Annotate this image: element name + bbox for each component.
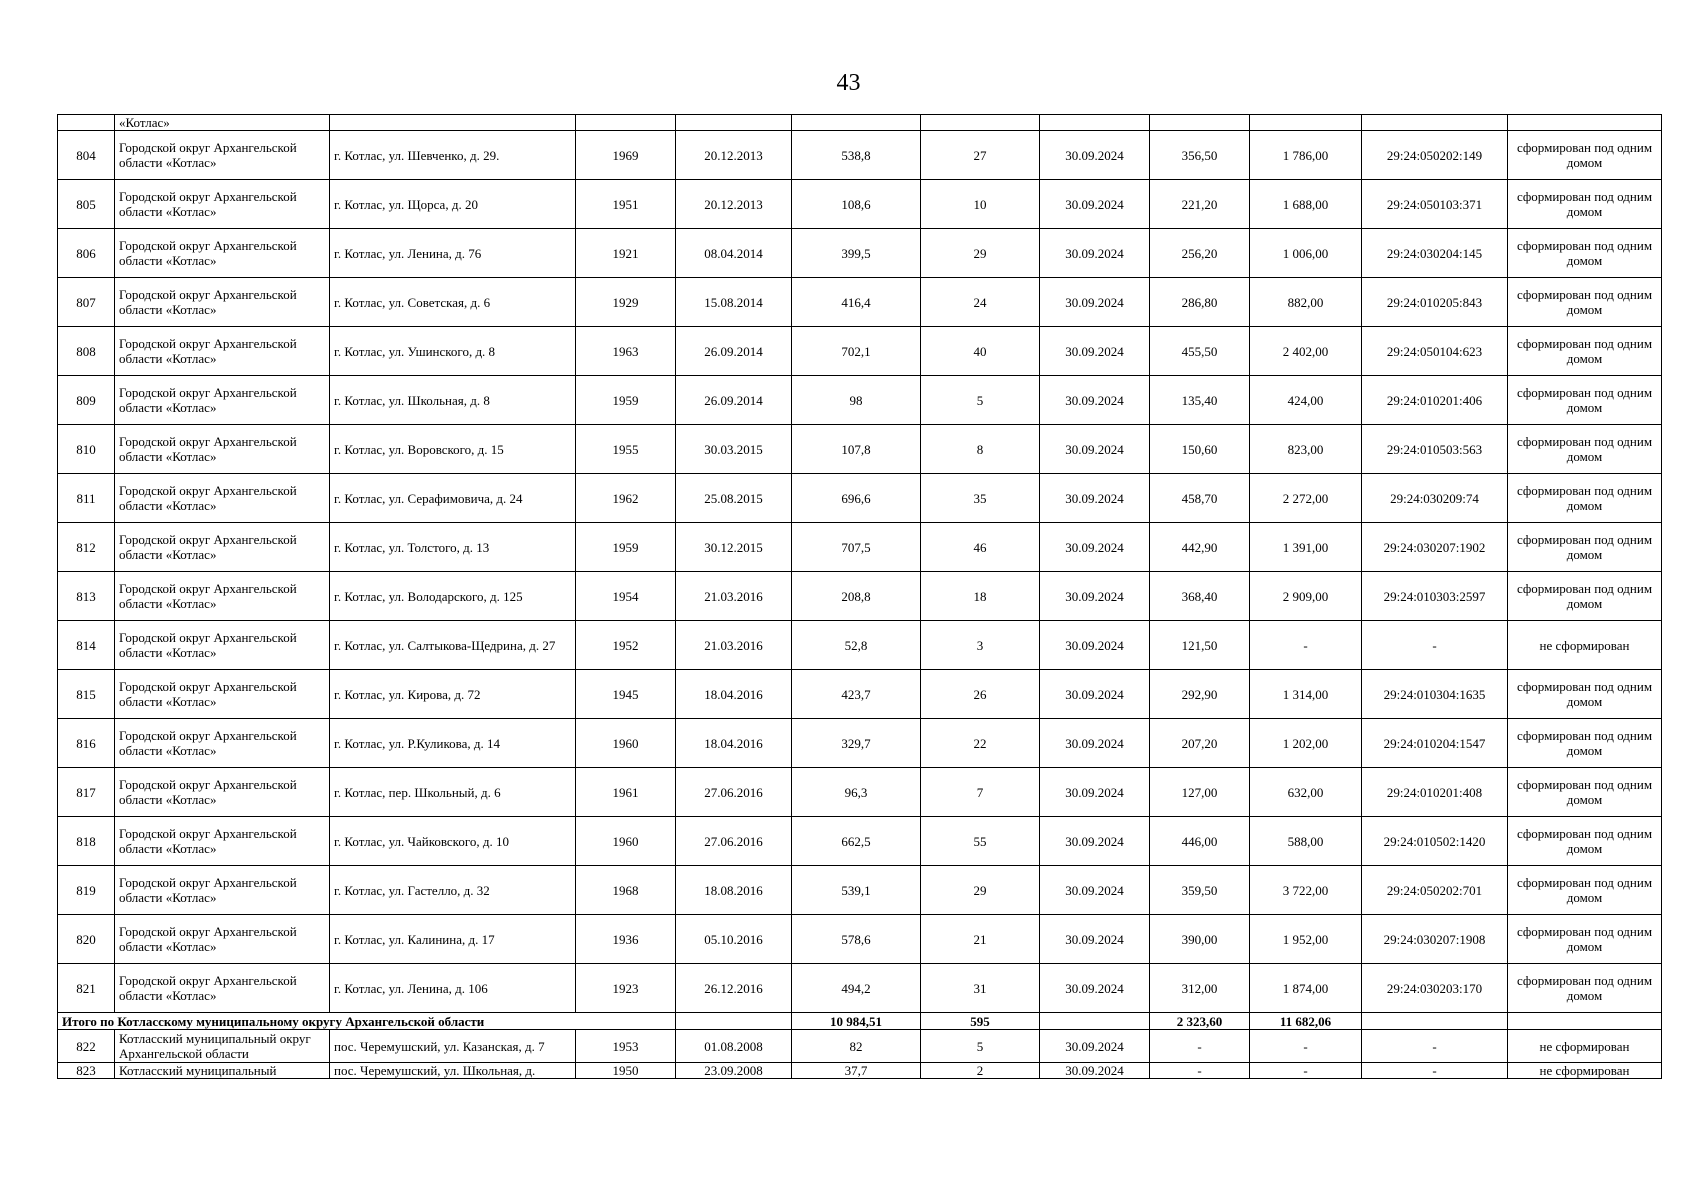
cell-date: 30.12.2015 (676, 523, 792, 572)
cell-address: г. Котлас, ул. Р.Куликова, д. 14 (330, 719, 576, 768)
cell-plan-date: 30.09.2024 (1040, 964, 1150, 1013)
cell-land-area: 882,00 (1250, 278, 1362, 327)
cell-area2-text: - (1197, 1063, 1202, 1078)
cell-residents: 55 (921, 817, 1040, 866)
cell-residents: 22 (921, 719, 1040, 768)
table-row (58, 1030, 1662, 1063)
cell-year: 1959 (576, 523, 676, 572)
cell-land-area: 1 688,00 (1250, 180, 1362, 229)
cell-area: 702,1 (792, 327, 921, 376)
table-row (58, 1063, 1662, 1079)
cell-year: 1960 (576, 719, 676, 768)
cell-date: 27.06.2016 (676, 817, 792, 866)
cell-owner: Городской округ Архангельской области «Котлас» (115, 817, 330, 866)
cell-date: 18.04.2016 (676, 670, 792, 719)
cell-year: 1962 (576, 474, 676, 523)
cell-cadastral (1362, 1063, 1508, 1079)
cell-address (330, 1063, 576, 1079)
cell-year: 1929 (576, 278, 676, 327)
total-area: 10 984,51 (792, 1013, 921, 1030)
cell-address: г. Котлас, ул. Школьная, д. 8 (330, 376, 576, 425)
cell-land-area: 2 272,00 (1250, 474, 1362, 523)
cell-date (676, 1013, 792, 1030)
cell-address-text: пос. Черемушский, ул. Школьная, д. (334, 1063, 536, 1078)
cell-date: 27.06.2016 (676, 768, 792, 817)
cell-address: г. Котлас, ул. Гастелло, д. 32 (330, 866, 576, 915)
cell-area2: 455,50 (1150, 327, 1250, 376)
cell-area: 52,8 (792, 621, 921, 670)
cell-land-area: 2 402,00 (1250, 327, 1362, 376)
cell-status: сформирован под одним домом (1508, 376, 1662, 425)
cell-year: 1963 (576, 327, 676, 376)
cell-date: 21.03.2016 (676, 621, 792, 670)
cell-date: 08.04.2014 (676, 229, 792, 278)
cell-owner: Городской округ Архангельской области «Котлас» (115, 131, 330, 180)
cell-no: 817 (58, 768, 115, 817)
cell-year: 1945 (576, 670, 676, 719)
cell-year (576, 1063, 676, 1079)
cell-no: 805 (58, 180, 115, 229)
cell-cadastral: - (1362, 621, 1508, 670)
cell-land-area: 588,00 (1250, 817, 1362, 866)
cell-owner: Городской округ Архангельской области «Котлас» (115, 572, 330, 621)
cell-address: г. Котлас, ул. Ушинского, д. 8 (330, 327, 576, 376)
cell-no: 814 (58, 621, 115, 670)
cell-area2 (1150, 115, 1250, 131)
cell-status: сформирован под одним домом (1508, 278, 1662, 327)
cell-area2: 207,20 (1150, 719, 1250, 768)
cell-cadastral (1362, 1013, 1508, 1030)
cell-status: сформирован под одним домом (1508, 180, 1662, 229)
cell-area2: 458,70 (1150, 474, 1250, 523)
cell-plan-date: 30.09.2024 (1040, 670, 1150, 719)
cell-address: г. Котлас, ул. Толстого, д. 13 (330, 523, 576, 572)
cell-address: г. Котлас, ул. Володарского, д. 125 (330, 572, 576, 621)
cell-year: 1921 (576, 229, 676, 278)
cell-cadastral: 29:24:010503:563 (1362, 425, 1508, 474)
cell-cadastral: 29:24:050202:701 (1362, 866, 1508, 915)
cell-no: 818 (58, 817, 115, 866)
cell-owner: Городской округ Архангельской области «Котлас» (115, 719, 330, 768)
cell-area2: 356,50 (1150, 131, 1250, 180)
table-row (58, 621, 1662, 670)
cell-status: сформирован под одним домом (1508, 425, 1662, 474)
housing-registry-table (57, 114, 1662, 1079)
table-row (58, 278, 1662, 327)
cell-plan-date (1040, 1063, 1150, 1079)
cell-status: сформирован под одним домом (1508, 474, 1662, 523)
cell-owner: Городской округ Архангельской области «Котлас» (115, 180, 330, 229)
cell-area: 82 (792, 1030, 921, 1063)
cell-area: 108,6 (792, 180, 921, 229)
cell-owner: Городской округ Архангельской области «Котлас» (115, 621, 330, 670)
cell-residents: 40 (921, 327, 1040, 376)
table-row (58, 670, 1662, 719)
cell-owner: Городской округ Архангельской области «Котлас» (115, 229, 330, 278)
cell-date (676, 115, 792, 131)
total-area2: 2 323,60 (1150, 1013, 1250, 1030)
cell-year: 1954 (576, 572, 676, 621)
cell-no: 808 (58, 327, 115, 376)
cell-plan-date: 30.09.2024 (1040, 327, 1150, 376)
cell-address: г. Котлас, ул. Воровского, д. 15 (330, 425, 576, 474)
cell-year: 1951 (576, 180, 676, 229)
cell-area: 329,7 (792, 719, 921, 768)
table-row (58, 327, 1662, 376)
continuation-row (58, 115, 1662, 131)
cell-area2: - (1150, 1030, 1250, 1063)
cell-date-text: 23.09.2008 (704, 1063, 763, 1078)
cell-area: 399,5 (792, 229, 921, 278)
cell-cadastral: 29:24:010201:406 (1362, 376, 1508, 425)
cell-no (58, 1063, 115, 1079)
cell-date: 01.08.2008 (676, 1030, 792, 1063)
cell-no: 804 (58, 131, 115, 180)
cell-area2: 359,50 (1150, 866, 1250, 915)
cell-year: 1968 (576, 866, 676, 915)
cell-status: сформирован под одним домом (1508, 229, 1662, 278)
cell-date: 05.10.2016 (676, 915, 792, 964)
cell-plan-date-text: 30.09.2024 (1065, 1063, 1124, 1078)
cell-residents: 31 (921, 964, 1040, 1013)
cell-no: 815 (58, 670, 115, 719)
cell-land-area: 1 874,00 (1250, 964, 1362, 1013)
cell-address: г. Котлас, ул. Серафимовича, д. 24 (330, 474, 576, 523)
cell-area: 96,3 (792, 768, 921, 817)
cell-residents: 24 (921, 278, 1040, 327)
cell-land-area: 1 786,00 (1250, 131, 1362, 180)
cell-year: 1969 (576, 131, 676, 180)
cell-cadastral: 29:24:030203:170 (1362, 964, 1508, 1013)
cell-status: сформирован под одним домом (1508, 572, 1662, 621)
cell-land-area: 1 314,00 (1250, 670, 1362, 719)
cell-plan-date: 30.09.2024 (1040, 425, 1150, 474)
cell-no: 812 (58, 523, 115, 572)
cell-area2: 446,00 (1150, 817, 1250, 866)
cell-residents: 27 (921, 131, 1040, 180)
cell-cadastral: 29:24:010303:2597 (1362, 572, 1508, 621)
cell-residents: 8 (921, 425, 1040, 474)
cell-status (1508, 1013, 1662, 1030)
cell-area: 208,8 (792, 572, 921, 621)
table-row (58, 474, 1662, 523)
cell-owner: Городской округ Архангельской области «Котлас» (115, 278, 330, 327)
cell-owner (115, 1063, 330, 1079)
cell-no: 807 (58, 278, 115, 327)
cell-owner-text: Котласский муниципальный (119, 1063, 277, 1078)
cell-cadastral: 29:24:050202:149 (1362, 131, 1508, 180)
cell-area: 107,8 (792, 425, 921, 474)
total-land-area: 11 682,06 (1250, 1013, 1362, 1030)
cell-plan-date: 30.09.2024 (1040, 278, 1150, 327)
cell-area2: 368,40 (1150, 572, 1250, 621)
cell-no: 810 (58, 425, 115, 474)
cell-area2: 127,00 (1150, 768, 1250, 817)
cell-plan-date: 30.09.2024 (1040, 1030, 1150, 1063)
cell-area2: 256,20 (1150, 229, 1250, 278)
cell-owner: Городской округ Архангельской области «Котлас» (115, 474, 330, 523)
cell-residents: 26 (921, 670, 1040, 719)
cell-land-area: 1 202,00 (1250, 719, 1362, 768)
cell-owner: Городской округ Архангельской области «Котлас» (115, 327, 330, 376)
cell-status: сформирован под одним домом (1508, 964, 1662, 1013)
cell-status-text: не сформирован (1539, 1063, 1630, 1078)
cell-cadastral: 29:24:030204:145 (1362, 229, 1508, 278)
cell-area2: 121,50 (1150, 621, 1250, 670)
cell-area: 416,4 (792, 278, 921, 327)
total-residents: 595 (921, 1013, 1040, 1030)
cell-area: 494,2 (792, 964, 921, 1013)
cell-area: 98 (792, 376, 921, 425)
cell-owner: Городской округ Архангельской области «Котлас» (115, 523, 330, 572)
cell-area: 538,8 (792, 131, 921, 180)
cell-no: 816 (58, 719, 115, 768)
cell-status: сформирован под одним домом (1508, 131, 1662, 180)
cell-area: 662,5 (792, 817, 921, 866)
cell-status: не сформирован (1508, 1030, 1662, 1063)
cell-status (1508, 115, 1662, 131)
cell-cadastral-text: - (1432, 1063, 1437, 1078)
cell-address: г. Котлас, ул. Ленина, д. 76 (330, 229, 576, 278)
table-row (58, 964, 1662, 1013)
cell-residents: 7 (921, 768, 1040, 817)
cell-area: 578,6 (792, 915, 921, 964)
cell-land-area: 3 722,00 (1250, 866, 1362, 915)
cell-area2: 286,80 (1150, 278, 1250, 327)
cell-address: г. Котлас, пер. Школьный, д. 6 (330, 768, 576, 817)
cell-address: г. Котлас, ул. Ленина, д. 106 (330, 964, 576, 1013)
cell-owner: «Котлас» (115, 115, 330, 131)
table-row (58, 229, 1662, 278)
cell-date: 26.09.2014 (676, 327, 792, 376)
cell-plan-date: 30.09.2024 (1040, 376, 1150, 425)
cell-area: 707,5 (792, 523, 921, 572)
cell-date: 26.09.2014 (676, 376, 792, 425)
cell-no: 822 (58, 1030, 115, 1063)
cell-no-text: 823 (76, 1063, 96, 1078)
cell-residents-text: 2 (976, 1063, 984, 1078)
cell-land-area: 823,00 (1250, 425, 1362, 474)
cell-residents: 10 (921, 180, 1040, 229)
cell-status: сформирован под одним домом (1508, 768, 1662, 817)
cell-owner: Городской округ Архангельской области «Котлас» (115, 670, 330, 719)
cell-area2 (1150, 1063, 1250, 1079)
cell-area: 423,7 (792, 670, 921, 719)
cell-plan-date: 30.09.2024 (1040, 915, 1150, 964)
cell-status: сформирован под одним домом (1508, 817, 1662, 866)
cell-cadastral: 29:24:050103:371 (1362, 180, 1508, 229)
table-row (58, 719, 1662, 768)
total-label: Итого по Котласскому муниципальному округу Архангельской области (58, 1013, 676, 1030)
cell-plan-date: 30.09.2024 (1040, 523, 1150, 572)
cell-cadastral: 29:24:010502:1420 (1362, 817, 1508, 866)
cell-plan-date: 30.09.2024 (1040, 180, 1150, 229)
cell-date: 18.04.2016 (676, 719, 792, 768)
cell-land-area: - (1250, 1030, 1362, 1063)
table-row (58, 523, 1662, 572)
cell-cadastral: 29:24:010205:843 (1362, 278, 1508, 327)
cell-date: 30.03.2015 (676, 425, 792, 474)
cell-status: сформирован под одним домом (1508, 719, 1662, 768)
cell-residents: 35 (921, 474, 1040, 523)
cell-owner: Городской округ Архангельской области «Котлас» (115, 915, 330, 964)
cell-residents: 3 (921, 621, 1040, 670)
cell-plan-date (1040, 115, 1150, 131)
table-row (58, 915, 1662, 964)
cell-owner: Городской округ Архангельской области «Котлас» (115, 425, 330, 474)
cell-land-area-text: - (1303, 1063, 1308, 1078)
cell-cadastral (1362, 115, 1508, 131)
cell-year: 1961 (576, 768, 676, 817)
cell-date: 20.12.2013 (676, 180, 792, 229)
cell-address (330, 115, 576, 131)
cell-no: 821 (58, 964, 115, 1013)
cell-date: 20.12.2013 (676, 131, 792, 180)
cell-no: 809 (58, 376, 115, 425)
cell-residents (921, 1063, 1040, 1079)
total-row (58, 1013, 1662, 1030)
cell-status: сформирован под одним домом (1508, 670, 1662, 719)
cell-address: г. Котлас, ул. Калинина, д. 17 (330, 915, 576, 964)
cell-plan-date: 30.09.2024 (1040, 719, 1150, 768)
cell-residents: 18 (921, 572, 1040, 621)
cell-year (576, 115, 676, 131)
cell-area-text: 37,7 (844, 1063, 868, 1078)
cell-area2: 135,40 (1150, 376, 1250, 425)
cell-cadastral: 29:24:030207:1908 (1362, 915, 1508, 964)
cell-residents: 5 (921, 376, 1040, 425)
cell-residents: 21 (921, 915, 1040, 964)
table-row (58, 376, 1662, 425)
table-row (58, 866, 1662, 915)
cell-no: 820 (58, 915, 115, 964)
cell-area2: 221,20 (1150, 180, 1250, 229)
cell-land-area: 1 006,00 (1250, 229, 1362, 278)
cell-land-area (1250, 115, 1362, 131)
cell-year: 1959 (576, 376, 676, 425)
cell-date: 25.08.2015 (676, 474, 792, 523)
cell-plan-date: 30.09.2024 (1040, 229, 1150, 278)
cell-address: пос. Черемушский, ул. Казанская, д. 7 (330, 1030, 576, 1063)
cell-owner: Городской округ Архангельской области «Котлас» (115, 768, 330, 817)
cell-land-area: 1 952,00 (1250, 915, 1362, 964)
cell-cadastral: 29:24:010201:408 (1362, 768, 1508, 817)
cell-cadastral: 29:24:030209:74 (1362, 474, 1508, 523)
cell-residents: 29 (921, 229, 1040, 278)
cell-status: сформирован под одним домом (1508, 327, 1662, 376)
cell-owner: Городской округ Архангельской области «Котлас» (115, 376, 330, 425)
cell-area2: 292,90 (1150, 670, 1250, 719)
cell-status: не сформирован (1508, 621, 1662, 670)
cell-land-area: 2 909,00 (1250, 572, 1362, 621)
cell-year: 1955 (576, 425, 676, 474)
cell-address: г. Котлас, ул. Кирова, д. 72 (330, 670, 576, 719)
cell-land-area (1250, 1063, 1362, 1079)
cell-residents: 29 (921, 866, 1040, 915)
cell-plan-date: 30.09.2024 (1040, 621, 1150, 670)
cell-address: г. Котлас, ул. Щорса, д. 20 (330, 180, 576, 229)
cell-land-area: - (1250, 621, 1362, 670)
cell-date: 15.08.2014 (676, 278, 792, 327)
cell-no: 819 (58, 866, 115, 915)
cell-address: г. Котлас, ул. Шевченко, д. 29. (330, 131, 576, 180)
cell-residents: 46 (921, 523, 1040, 572)
cell-owner: Городской округ Архангельской области «Котлас» (115, 866, 330, 915)
cell-no (58, 115, 115, 131)
cell-date (676, 1063, 792, 1079)
cell-plan-date: 30.09.2024 (1040, 768, 1150, 817)
cell-plan-date: 30.09.2024 (1040, 131, 1150, 180)
cell-year-text: 1950 (612, 1063, 639, 1078)
table-body (58, 115, 1662, 1079)
cell-year: 1923 (576, 964, 676, 1013)
table-row (58, 425, 1662, 474)
cell-plan-date: 30.09.2024 (1040, 474, 1150, 523)
cell-area2: 390,00 (1150, 915, 1250, 964)
cell-cadastral: 29:24:030207:1902 (1362, 523, 1508, 572)
cell-date: 21.03.2016 (676, 572, 792, 621)
cell-area2: 312,00 (1150, 964, 1250, 1013)
table-row (58, 817, 1662, 866)
table-row (58, 180, 1662, 229)
cell-plan-date: 30.09.2024 (1040, 817, 1150, 866)
cell-cadastral: 29:24:010304:1635 (1362, 670, 1508, 719)
cell-area: 539,1 (792, 866, 921, 915)
cell-year: 1936 (576, 915, 676, 964)
cell-land-area: 1 391,00 (1250, 523, 1362, 572)
page-number: 43 (836, 70, 861, 96)
cell-area2: 442,90 (1150, 523, 1250, 572)
cell-cadastral: 29:24:050104:623 (1362, 327, 1508, 376)
cell-status: сформирован под одним домом (1508, 915, 1662, 964)
cell-area: 696,6 (792, 474, 921, 523)
cell-no: 811 (58, 474, 115, 523)
cell-plan-date (1040, 1013, 1150, 1030)
cell-plan-date: 30.09.2024 (1040, 572, 1150, 621)
cell-no: 806 (58, 229, 115, 278)
cell-status: сформирован под одним домом (1508, 866, 1662, 915)
table-row (58, 572, 1662, 621)
cell-date: 18.08.2016 (676, 866, 792, 915)
cell-status (1508, 1063, 1662, 1079)
cell-address: г. Котлас, ул. Салтыкова-Щедрина, д. 27 (330, 621, 576, 670)
cell-area (792, 1063, 921, 1079)
cell-year: 1953 (576, 1030, 676, 1063)
cell-residents (921, 115, 1040, 131)
cell-area (792, 115, 921, 131)
cell-cadastral: 29:24:010204:1547 (1362, 719, 1508, 768)
cell-land-area: 632,00 (1250, 768, 1362, 817)
cell-owner: Котласский муниципальный округ Архангельской области (115, 1030, 330, 1063)
cell-year: 1952 (576, 621, 676, 670)
cell-cadastral: - (1362, 1030, 1508, 1063)
table-row (58, 131, 1662, 180)
cell-address: г. Котлас, ул. Чайковского, д. 10 (330, 817, 576, 866)
cell-no: 813 (58, 572, 115, 621)
table-row (58, 768, 1662, 817)
cell-land-area: 424,00 (1250, 376, 1362, 425)
cell-area2: 150,60 (1150, 425, 1250, 474)
cell-year: 1960 (576, 817, 676, 866)
cell-residents: 5 (921, 1030, 1040, 1063)
cell-plan-date: 30.09.2024 (1040, 866, 1150, 915)
cell-date: 26.12.2016 (676, 964, 792, 1013)
cell-status: сформирован под одним домом (1508, 523, 1662, 572)
cell-owner: Городской округ Архангельской области «Котлас» (115, 964, 330, 1013)
cell-address: г. Котлас, ул. Советская, д. 6 (330, 278, 576, 327)
